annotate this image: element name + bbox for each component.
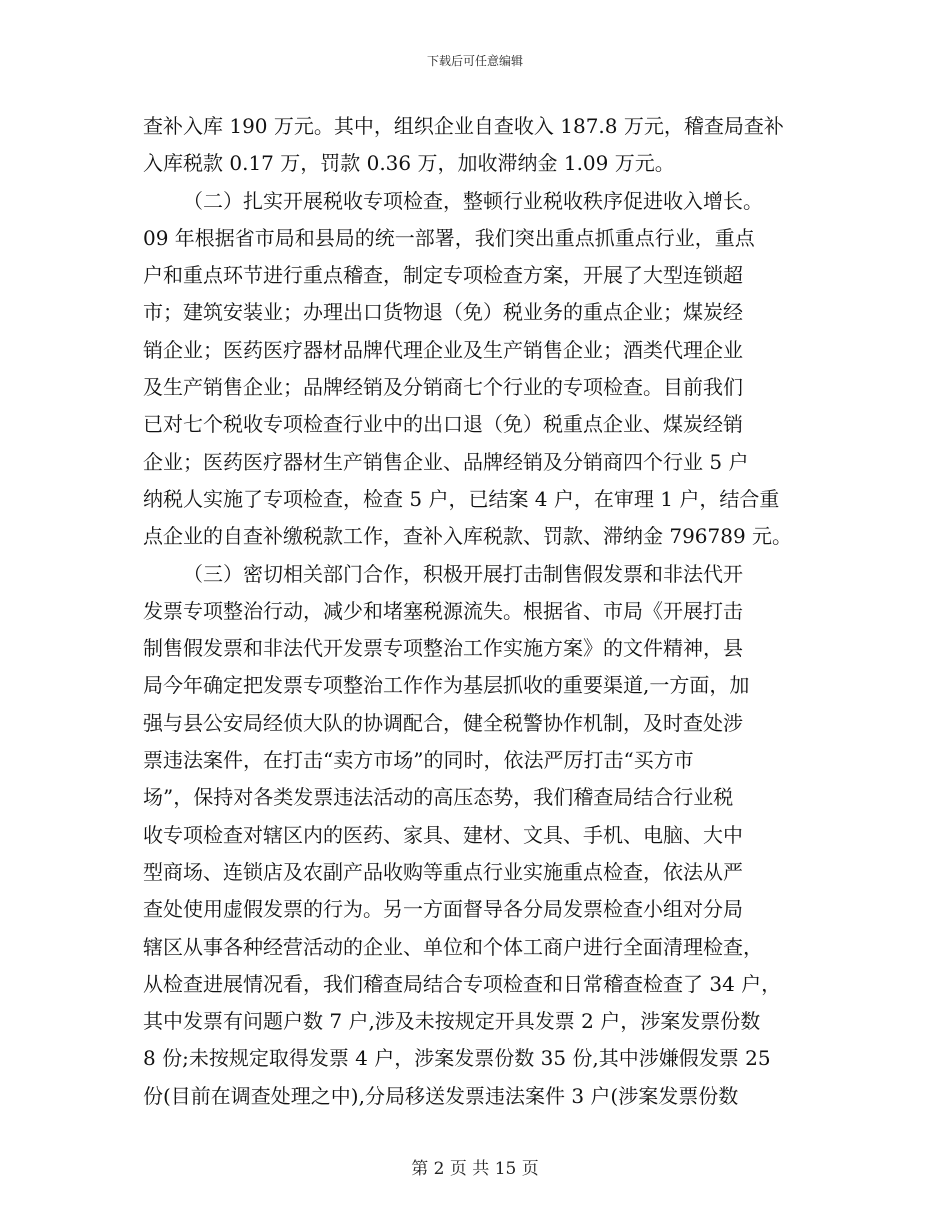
text-line: 纳税人实施了专项检查，检查 5 户，已结案 4 户，在审理 1 户，结合重 xyxy=(143,486,780,511)
text-line: 从检查进展情况看，我们稽查局结合专项检查和日常稽查检查了 34 户， xyxy=(143,971,782,996)
text-line: 局今年确定把发票专项整治工作作为基层抓收的重要渠道,一方面，加 xyxy=(143,673,750,698)
text-line: 销企业；医药医疗器材品牌代理企业及生产销售企业；酒类代理企业 xyxy=(143,337,743,362)
text-line: 查处使用虚假发票的行为。另一方面督导各分局发票检查小组对分局 xyxy=(143,897,743,922)
text-line: 入库税款 0.17 万，罚款 0.36 万，加收滞纳金 1.09 万元。 xyxy=(143,151,675,176)
text-line: 点企业的自查补缴税款工作，查补入库税款、罚款、滞纳金 796789 元。 xyxy=(143,524,793,549)
text-line: 辖区从事各种经营活动的企业、单位和个体工商户进行全面清理检查， xyxy=(143,934,763,959)
document-body xyxy=(143,108,815,1115)
text-line: 查补入库 190 万元。其中，组织企业自查收入 187.8 万元，稽查局查补 xyxy=(143,114,784,138)
text-line: 其中发票有问题户数 7 户,涉及未按规定开具发票 2 户，涉案发票份数 xyxy=(143,1009,761,1034)
text-line: 09 年根据省市局和县局的统一部署，我们突出重点抓重点行业，重点 xyxy=(143,225,755,250)
text-line: 强与县公安局经侦大队的协调配合，健全税警协作机制，及时查处涉 xyxy=(143,710,743,735)
text-line: 票违法案件，在打击“卖方市场”的同时，依法严厉打击“买方市 xyxy=(143,748,694,773)
text-line: 场”，保持对各类发票违法活动的高压态势，我们稽查局结合行业税 xyxy=(143,785,734,810)
text-line: 制售假发票和非法代开发票专项整治工作实施方案》的文件精神，县 xyxy=(143,636,743,661)
section-heading-line: （三）密切相关部门合作，积极开展打击制售假发票和非法代开 xyxy=(183,561,743,586)
text-line: 8 份;未按规定取得发票 4 户，涉案发票份数 35 份,其中涉嫌假发票 25 xyxy=(143,1046,771,1071)
text-line: 户和重点环节进行重点稽查，制定专项检查方案，开展了大型连锁超 xyxy=(143,263,743,288)
text-line: 企业；医药医疗器材生产销售企业、品牌经销及分销商四个行业 5 户 xyxy=(143,449,749,474)
section-heading-line: （二）扎实开展税收专项检查，整顿行业税收秩序促进收入增长。 xyxy=(183,188,763,213)
text-line: 收专项检查对辖区内的医药、家具、建材、文具、手机、电脑、大中 xyxy=(143,822,743,847)
text-line: 型商场、连锁店及农副产品收购等重点行业实施重点检查，依法从严 xyxy=(143,859,743,884)
text-line: 市；建筑安装业；办理出口货物退（免）税业务的重点企业；煤炭经 xyxy=(143,300,743,325)
text-line: 及生产销售企业；品牌经销及分销商七个行业的专项检查。目前我们 xyxy=(143,375,743,400)
page-header: 下载后可任意编辑 xyxy=(426,54,523,68)
text-line: 发票专项整治行动，减少和堵塞税源流失。根据省、市局《开展打击 xyxy=(143,598,743,623)
text-line: 已对七个税收专项检查行业中的出口退（免）税重点企业、煤炭经销 xyxy=(143,412,743,437)
page-number-footer: 第 2 页 共 15 页 xyxy=(411,1159,539,1179)
text-line: 份(目前在调查处理之中),分局移送发票违法案件 3 户(涉案发票份数 xyxy=(143,1083,739,1108)
